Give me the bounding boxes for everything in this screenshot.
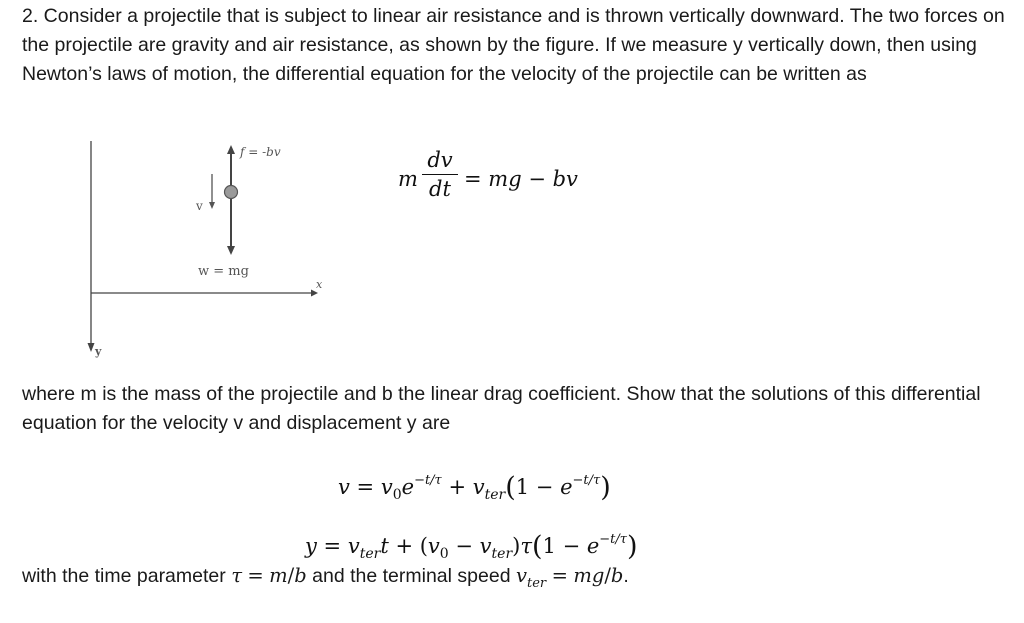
where-text: where m is the mass of the projectile and b the linear drag coefficient. Show that the solutions of this differential equation for the velocity v and displacement y are	[22, 383, 981, 435]
weight-arrowhead	[227, 246, 235, 255]
force-diagram	[78, 136, 338, 366]
projectile-ball	[225, 186, 238, 199]
velocity-solution: $v = v_0e^{-t/\tau} + v_{ter}(1 - e^{-t/\tau})$	[338, 472, 611, 503]
intro-text: 2. Consider a projectile that is subject to linear air resistance and is thrown vertically downward. The two forces on the projectile are gravity and air resistance, as shown by the figure. If we measure y vertically down, then using Newton’s laws of motion, the differential equation for the velocity of the projectile can be written as	[22, 5, 1005, 86]
x-axis-label: x	[316, 278, 323, 291]
displacement-solution: $y = v_{ter}t + (v_0 - v_{ter})\tau(1 - e^{-t/\tau})$	[305, 531, 638, 562]
drag-label: f = -bv	[240, 145, 281, 159]
weight-label: w = mg	[198, 264, 249, 279]
y-axis-arrowhead	[88, 343, 95, 352]
problem-intro	[22, 2, 1007, 90]
problem-closing: with the time parameter τ = m/b and the terminal speed $v_{ter} = mg/b$.	[22, 564, 629, 591]
y-axis-label: y	[95, 345, 102, 358]
velocity-arrowhead	[209, 202, 215, 209]
closing-middle: and the terminal speed	[312, 565, 511, 587]
problem-where	[22, 380, 1007, 438]
closing-prefix: with the time parameter	[22, 565, 226, 587]
drag-arrowhead	[227, 145, 235, 154]
velocity-label: v	[196, 199, 203, 213]
